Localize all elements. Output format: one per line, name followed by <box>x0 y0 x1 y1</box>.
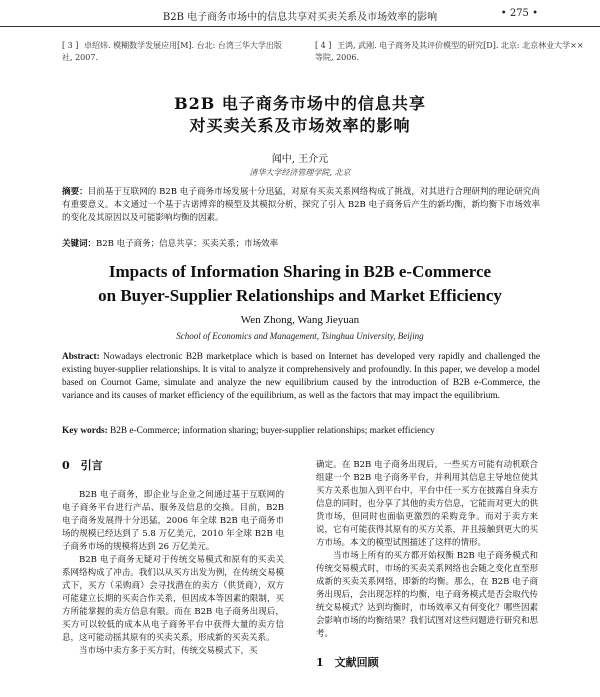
running-header <box>0 0 600 27</box>
abstract-cn-label: 摘要： <box>62 187 88 197</box>
reference-item <box>62 40 292 64</box>
abstract-en-label: Abstract: <box>62 352 100 362</box>
abstract-english <box>62 351 540 403</box>
abstract-chinese <box>62 186 540 225</box>
title-en-line: on Buyer-Supplier Relationships and Market Efficiency <box>98 286 502 305</box>
reference-item <box>315 40 585 64</box>
authors-english: Wen Zhong, Wang Jieyuan <box>240 314 360 326</box>
affiliation-chinese: 清华大学经济管理学院, 北京 <box>249 168 351 177</box>
title-cn-line: 对买卖关系及市场效率的影响 <box>189 116 411 135</box>
title-en-line: Impacts of Information Sharing in B2B e-Commerce <box>108 262 492 281</box>
section-heading-introduction: 0 引言 <box>62 459 103 472</box>
body-paragraph: B2B 电子商务无疑对于传统交易模式和原有的买卖关系网络构成了冲击。我们以从买方出发为例，在传统交易模式下，买方（采购商）会寻找潜在的卖方（供货商），双方可能建立长期的买卖合作关系，但因成本等因素的限制，买方所能掌握的卖方信息有限。而在 B2B 电子商务出现后，买方可以较低的成本从电子商务平台中获得大量的卖方信息，这可能动摇其原有的买卖关系，形成新的买卖关系。 <box>62 555 284 643</box>
keywords-cn-text: B2B 电子商务；信息共享；买卖关系；市场效率 <box>96 239 279 249</box>
running-title: B2B 电子商务市场中的信息共享对买卖关系及市场效率的影响 <box>162 12 438 23</box>
authors-chinese: 闻中, 王介元 <box>271 154 329 165</box>
title-chinese <box>0 93 600 137</box>
keywords-cn-label: 关键词： <box>62 239 97 249</box>
section-heading-literature-review: 1 文献回顾 <box>316 656 379 669</box>
keywords-english <box>62 425 540 438</box>
body-paragraph: 当市场中卖方多于买方时，传统交易模式下，买 <box>79 646 258 656</box>
keywords-chinese <box>62 238 540 251</box>
body-paragraph: 确定。在 B2B 电子商务出现后，一些买方可能有动机联合组建一个 B2B 电子商务平台，并利用其信息主导地位使其买方关系也加入到平台中，平台中任一买方在披露自身卖方信息的同时，也分享了其他的卖方信息，它能而对更大的供货市场，但同时也面临更激烈的采购竞争。而对于卖方来说，它有可能获得其原有的买方关系，并且接触到更大的买方市场。本文的模型试图描述了这样的情形。 <box>316 460 538 548</box>
keywords-en-label: Key words: <box>62 426 108 436</box>
reference-number: [ 3 ] <box>62 41 79 50</box>
title-cn-line: B2B 电子商务市场中的信息共享 <box>174 94 426 113</box>
body-column-right <box>316 459 538 686</box>
reference-number: [ 4 ] <box>315 41 332 50</box>
page-number: • 275 • <box>500 8 538 19</box>
abstract-en-text: Nowadays electronic B2B marketplace which is based on Internet has developed very rapidly and challenged the existing buyer-supplier relationships. It is vital to analyze it comprehensively and profoundly. In this paper, we develop a model based on Cournot Game, simulate and analyze the new equilibrium caused by the introduction of B2B e-Commerce, the variance and its causes of market efficiency of the equilibrium, as well as the factors that may impact the equilibrium. <box>62 352 540 401</box>
body-paragraph: B2B 电子商务，即企业与企业之间通过基于互联网的电子商务平台进行产品、服务及信息的交换。目前，B2B 电子商务发展得十分迅猛，2006 年全球 B2B 电子商务市场的规模已经达到了 5.8 万亿美元，2010 年全球 B2B 电子商务市场的规模将达到 26 万亿美元。 <box>62 490 284 552</box>
reference-text: 卓绍炜. 模糊数学发展应用[M]. 台北: 台湾三华大学出版社, 2007. <box>62 41 282 62</box>
title-english <box>0 260 600 308</box>
abstract-cn-text: 目前基于互联网的 B2B 电子商务市场发展十分迅猛，对原有买卖关系网络构成了挑战，对其进行合理研判的理论研究尚有重要意义。本文通过一个基于古诺博弈的模型及其模拟分析，探究了引入 B2B 电子商务后产生的新均衡，新均衡下市场效率的变化及其原因以及可能影响均衡的因素。 <box>62 187 540 223</box>
body-column-left <box>62 459 284 658</box>
affiliation-english: School of Economics and Management, Tsinghua University, Beijing <box>176 331 424 341</box>
keywords-en-text: B2B e-Commerce; information sharing; buyer-supplier relationships; market efficiency <box>107 426 435 436</box>
body-paragraph: 当市场上所有的买方都开始权衡 B2B 电子商务模式和传统交易模式时，市场的买卖关系网络也会随之变化直至形成新的买卖关系网络，即新的均衡。那么，在 B2B 电子商务出现后，会出现怎样的均衡，电子商务模式是否会取代传统交易模式？达到均衡时，市场效率又有何变化？哪些因素会影响市场的均衡结果？我们试图对这些问题进行研究和思考。 <box>316 551 538 639</box>
reference-text: 王鸿, 武刚. 电子商务及其评价模型的研究[D]. 北京: 北京林业大学××等院, 2006. <box>315 41 584 62</box>
